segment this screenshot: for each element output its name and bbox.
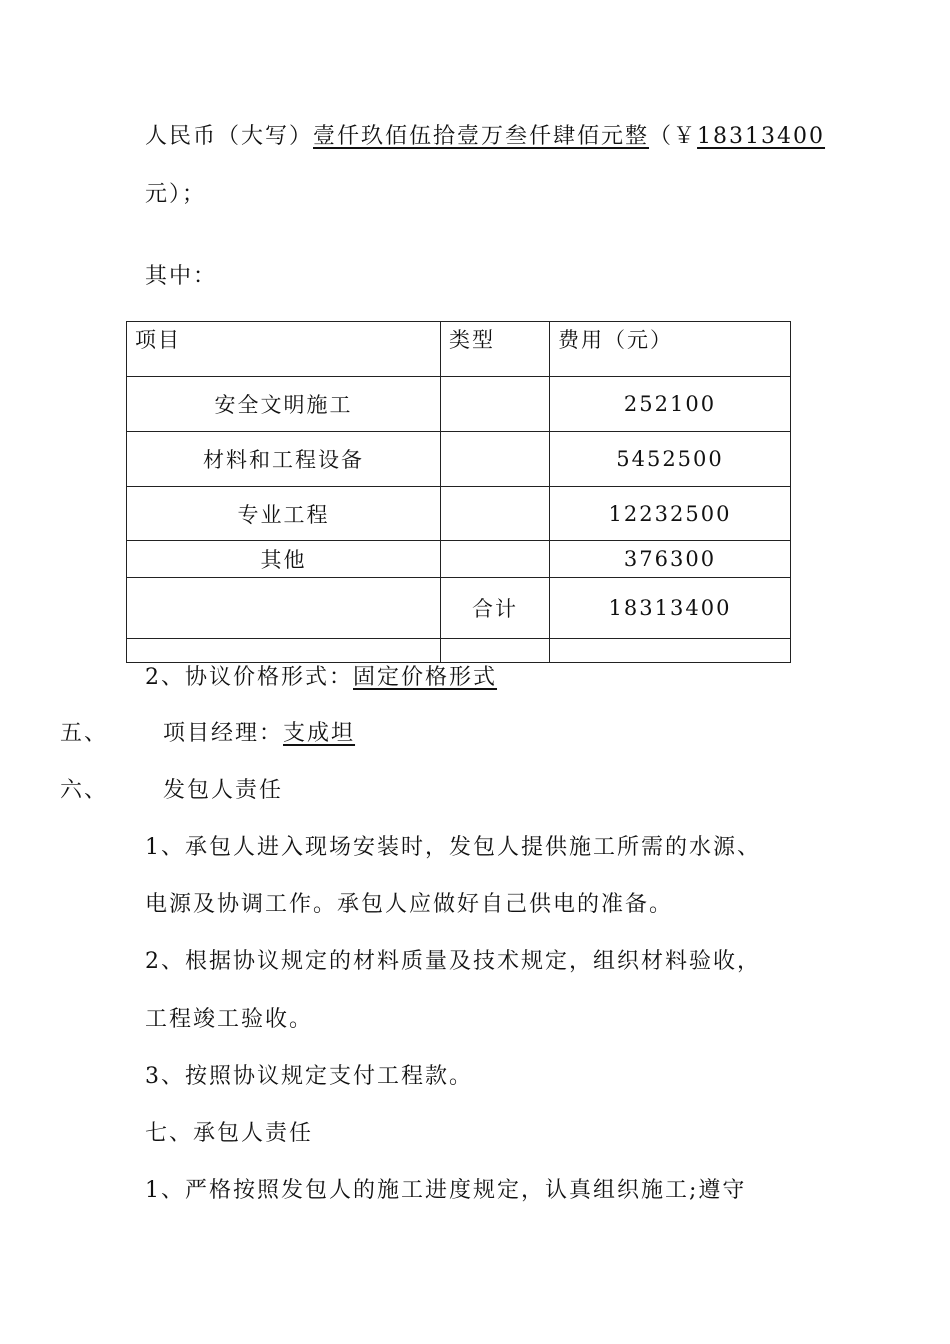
- price-form-value: 固定价格形式: [353, 665, 498, 690]
- price-form-label: 2、协议价格形式：: [145, 665, 353, 690]
- row-type: [441, 487, 550, 541]
- table-row: [127, 487, 791, 541]
- price-form-line: [145, 663, 497, 693]
- table-header-row: [127, 322, 791, 377]
- row-item: 材料和工程设备: [127, 432, 441, 487]
- table-total-row: [127, 578, 791, 639]
- row-item: [127, 639, 441, 663]
- header-cost: 费用（元）: [550, 322, 791, 377]
- section6-item: 电源及协调工作。承包人应做好自己供电的准备。: [145, 892, 674, 917]
- row-cost: 5452500: [550, 432, 791, 487]
- section6-title: 发包人责任: [163, 778, 284, 803]
- section6-item: 2、根据协议规定的材料质量及技术规定，组织材料验收，: [145, 949, 761, 974]
- row-item: 专业工程: [127, 487, 441, 541]
- section7-item: 1、严格按照发包人的施工进度规定，认真组织施工;遵守: [145, 1178, 747, 1203]
- row-type: [441, 432, 550, 487]
- breakdown-label: 其中：: [145, 264, 218, 289]
- row-item: [127, 578, 441, 639]
- row-type: [441, 541, 550, 578]
- fee-table: [126, 321, 791, 663]
- section5-line: [163, 719, 355, 749]
- section7-title: 七、承包人责任: [145, 1121, 314, 1146]
- total-label: 合计: [441, 578, 550, 639]
- table-row: [127, 377, 791, 432]
- table-row: [127, 432, 791, 487]
- header-type: 类型: [441, 322, 550, 377]
- row-cost: 252100: [550, 377, 791, 432]
- amount-number: 18313400: [697, 124, 826, 149]
- row-cost: [550, 639, 791, 663]
- amount-line: [145, 122, 825, 152]
- section5-label: 项目经理：: [163, 721, 284, 746]
- amount-upper: 壹仟玖佰伍拾壹万叁仟肆佰元整: [313, 124, 650, 149]
- section6-item: 工程竣工验收。: [145, 1007, 314, 1032]
- table-row: [127, 541, 791, 578]
- header-item: 项目: [127, 322, 441, 377]
- amount-paren-open: （￥: [649, 124, 698, 149]
- row-cost: 12232500: [550, 487, 791, 541]
- section5-num: 五、: [60, 721, 109, 746]
- section6-item: 3、按照协议规定支付工程款。: [145, 1064, 473, 1089]
- row-type: [441, 377, 550, 432]
- row-item: 安全文明施工: [127, 377, 441, 432]
- row-item: 其他: [127, 541, 441, 578]
- row-type: [441, 639, 550, 663]
- project-manager-name: 支成坦: [283, 721, 356, 746]
- total-cost: 18313400: [550, 578, 791, 639]
- section6-num: 六、: [60, 778, 109, 803]
- table-empty-row: [127, 639, 791, 663]
- section6-item: 1、承包人进入现场安装时，发包人提供施工所需的水源、: [145, 835, 761, 860]
- amount-prefix: 人民币（大写）: [145, 124, 314, 149]
- amount-suffix: 元）；: [145, 182, 207, 207]
- row-cost: 376300: [550, 541, 791, 578]
